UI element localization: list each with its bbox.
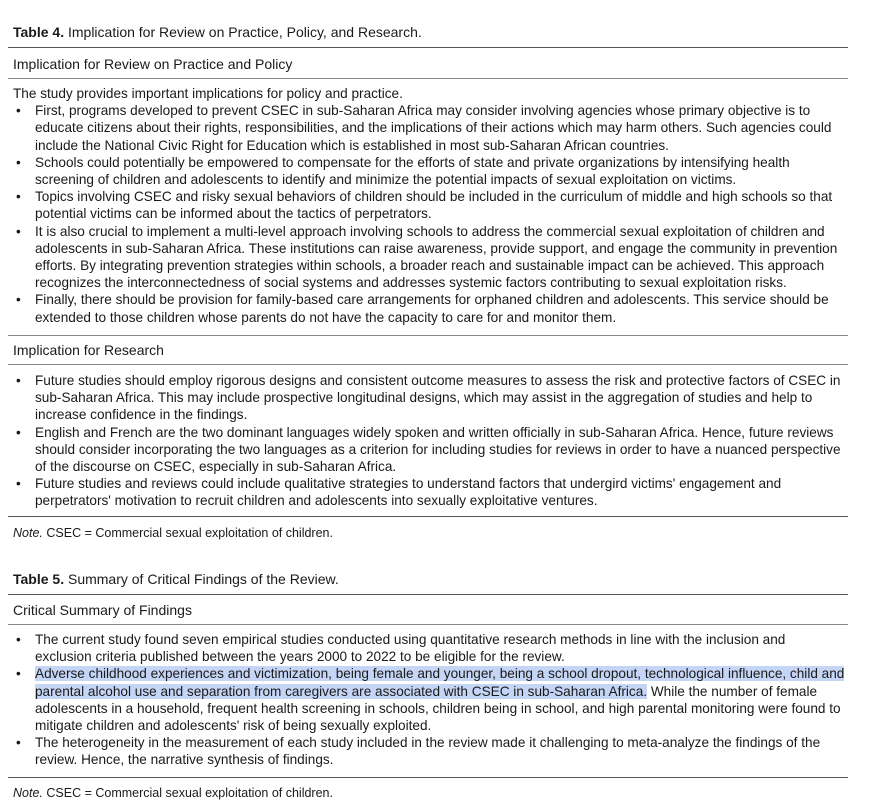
list-item: • Schools could potentially be empowered to compensate for the efforts of state and private organizations by intensifying health screening of children and adolescents to identify and minimize the potential impacts of sexual exploitation on victims. bbox=[13, 154, 845, 188]
table5-body bbox=[13, 631, 845, 769]
list-item: • The heterogeneity in the measurement of each study included in the review made it challenging to meta-analyze the findings of the review. Hence, the narrative synthesis of findings. bbox=[13, 734, 845, 768]
list-item: • English and French are the two dominant languages widely spoken and written officially in sub-Saharan Africa. Hence, future reviews should consider incorporating the two languages as a criterion for including studies for reviews in order to have a nuanced perspective of the discourse on CSEC, especially in sub-Saharan Africa. bbox=[13, 424, 845, 476]
table4-note bbox=[13, 525, 333, 541]
table4-section2-top-rule bbox=[8, 335, 848, 336]
list-item-text: While the number of female adolescents in a household, frequent health screening in schools, children being in school, and high parental monitoring were found to mitigate children and adolescents' risk of being sexually exploited. bbox=[35, 683, 841, 734]
table5-caption bbox=[13, 570, 339, 588]
table4-caption bbox=[13, 23, 422, 41]
table4-note-text: CSEC = Commercial sexual exploitation of children. bbox=[46, 526, 333, 540]
table4-bottom-rule bbox=[8, 516, 848, 517]
list-item: • The current study found seven empirical studies conducted using quantitative research methods in line with the inclusion and exclusion criteria published between the years 2000 to 2022 to be eligible for the review. bbox=[13, 631, 845, 665]
list-item: • Topics involving CSEC and risky sexual behaviors of children should be included in the curriculum of middle and high schools so that potential victims can be informed about the tactics of perpetrators. bbox=[13, 188, 845, 222]
list-item: • Future studies should employ rigorous designs and consistent outcome measures to assess the risk and protective factors of CSEC in sub-Saharan Africa. This may include prospective longitudinal designs, which may assist in the aggregation of studies and help to increase confidence in the findings. bbox=[13, 372, 845, 424]
table4-section2-body bbox=[13, 372, 845, 510]
table5-top-rule bbox=[8, 594, 848, 595]
table4-section2-list bbox=[13, 372, 845, 510]
table4-section2-heading: Implication for Research bbox=[13, 342, 164, 358]
table4-section1-list bbox=[13, 102, 845, 326]
table5-note bbox=[13, 785, 333, 801]
list-item: • First, programs developed to prevent CSEC in sub-Saharan Africa may consider involving agencies whose primary objective is to educate citizens about their rights, responsibilities, and the implications of their actions which may harm others. Such agencies could include the National Civic Right for Education which is established in most sub-Saharan African countries. bbox=[13, 102, 845, 154]
table4-section1-rule bbox=[8, 78, 848, 79]
table4-label: Table 4. bbox=[13, 24, 65, 40]
table5-list bbox=[13, 631, 845, 769]
table4-section1-heading: Implication for Review on Practice and Policy bbox=[13, 56, 293, 72]
table4-note-label: Note. bbox=[13, 526, 43, 540]
table4-section1-intro: The study provides important implications for policy and practice. bbox=[13, 86, 403, 101]
table5-bottom-rule bbox=[8, 777, 848, 778]
table4-section1-body bbox=[13, 85, 845, 326]
table4-section2-rule bbox=[8, 364, 848, 365]
list-item: • Future studies and reviews could include qualitative strategies to understand factors that undergird victims' engagement and perpetrators' motivation to recruit children and adolescents into sexually exploitative ventures. bbox=[13, 475, 845, 509]
table5-heading: Critical Summary of Findings bbox=[13, 602, 192, 618]
list-item: • Finally, there should be provision for family-based care arrangements for orphaned children and adolescents. This service should be extended to those children whose parents do not have the capacity to care for and monitor them. bbox=[13, 291, 845, 325]
table4-title: Implication for Review on Practice, Policy, and Research. bbox=[67, 24, 422, 40]
table5-note-label: Note. bbox=[13, 786, 43, 800]
table5-heading-rule bbox=[8, 624, 848, 625]
table5-note-text: CSEC = Commercial sexual exploitation of children. bbox=[46, 786, 333, 800]
table5-label: Table 5. bbox=[13, 571, 65, 587]
highlighted-text[interactable]: Adverse childhood experiences and victimization, being female and younger, being a school dropout, technological influence, child and parental alcohol use and separation from caregivers are associated with CSEC in sub-Saharan Africa. bbox=[35, 666, 845, 699]
list-item: • It is also crucial to implement a multi-level approach involving schools to address the commercial sexual exploitation of children and adolescents in sub-Saharan Africa. These institutions can raise awareness, provide support, and engage the community in prevention efforts. By integrating prevention strategies within schools, a broader reach and sustainable impact can be achieved. This approach recognizes the interconnectedness of social systems and addresses systemic factors contributing to sexual exploitation risks. bbox=[13, 223, 845, 292]
table5-title: Summary of Critical Findings of the Review. bbox=[67, 571, 339, 587]
list-item bbox=[13, 665, 845, 734]
table4-top-rule bbox=[8, 47, 848, 48]
